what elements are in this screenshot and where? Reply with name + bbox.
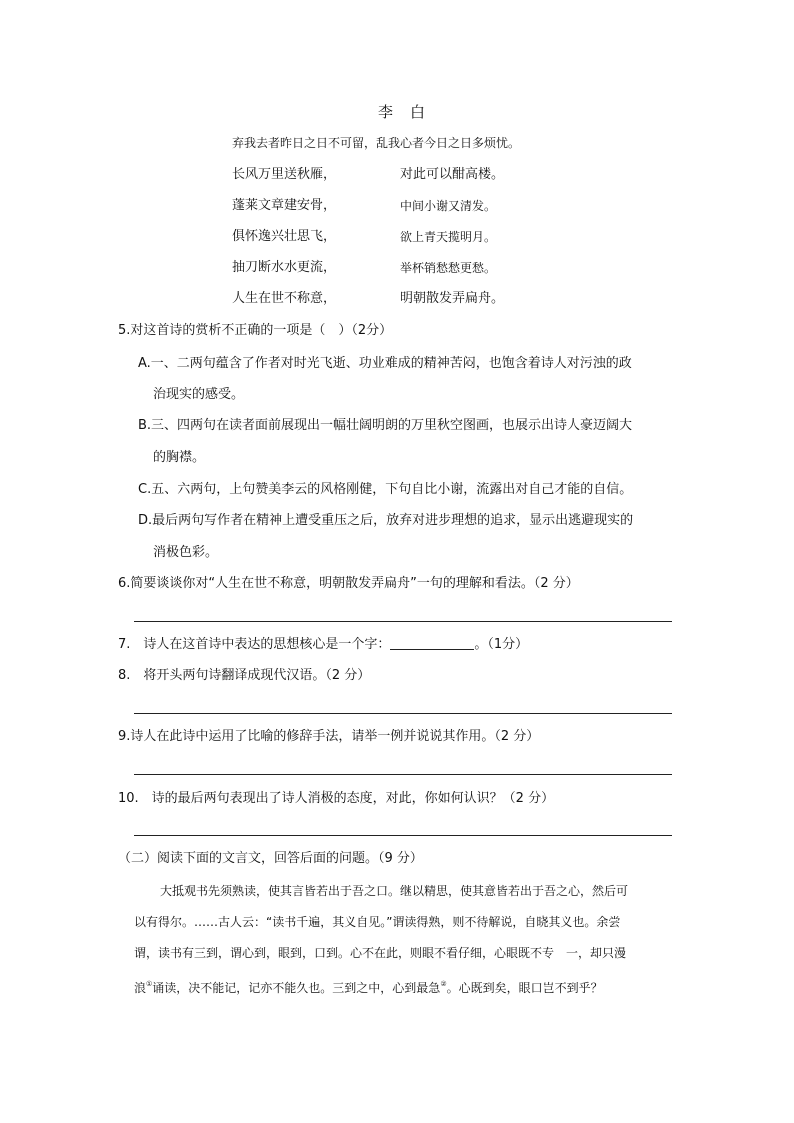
question-7-prefix: 7. 诗人在这首诗中表达的思想核心是一个字： (118, 637, 391, 652)
answer-line-q6[interactable] (134, 621, 672, 622)
passage-line: 以有得尔。……古人云：“读书千遍，其义自见。”谓读得熟，则不待解说，自晓其义也。余尝 (134, 915, 621, 929)
answer-line-q8[interactable] (134, 713, 672, 714)
question-7-suffix: 。（1分） (474, 637, 529, 652)
option-a-line2: 治现实的感受。 (153, 387, 245, 402)
option-d-line2: 消极色彩。 (153, 545, 219, 560)
passage-text: 浪 (134, 981, 147, 995)
answer-blank-q7[interactable] (390, 635, 474, 650)
answer-line-q10[interactable] (134, 835, 672, 836)
poem-line-right: 对此可以酣高楼。 (400, 167, 505, 182)
section-2-heading: （二）阅读下面的文言文，回答后面的问题。（9 分） (118, 851, 423, 866)
question-8: 8. 将开头两句诗翻译成现代汉语。（2 分） (118, 668, 371, 683)
poem-line-left: 抽刀断水水更流， (232, 260, 337, 275)
passage-line: 大抵观书先须熟读，使其言皆若出于吾之口。继以精思，使其意皆若出于吾之心，然后可 (160, 884, 629, 898)
option-b-line1: B.三、四两句在读者面前展现出一幅壮阔明朗的万里秋空图画，也展示出诗人豪迈阔大 (138, 418, 633, 433)
option-b-line2: 的胸襟。 (153, 450, 206, 465)
poem-line-right: 欲上青天揽明月。 (400, 230, 497, 244)
option-d-line1: D.最后两句写作者在精神上遭受重压之后，放弃对进步理想的追求，显示出逃避现实的 (138, 513, 634, 528)
question-9: 9.诗人在此诗中运用了比喻的修辞手法，请举一例并说说其作用。（2 分） (118, 729, 540, 744)
option-a-line1: A.一、二两句蕴含了作者对时光飞逝、功业难成的精神苦闷，也饱含着诗人对污浊的政 (138, 356, 632, 371)
answer-line-q9[interactable] (134, 774, 672, 775)
question-6: 6.简要谈谈你对“人生在世不称意，明朝散发弄扁舟”一句的理解和看法。（2 分） (118, 576, 579, 591)
footnote-marker: ① (146, 980, 153, 988)
passage-line (134, 974, 603, 998)
poem-line-right: 明朝散发弄扁舟。 (400, 291, 505, 306)
passage-line: 谓，读书有三到，谓心到，眼到，口到。心不在此，则眼不看仔细，心眼既不专 一，却只漫 (134, 946, 627, 960)
poem-line-right: 举杯销愁愁更愁。 (400, 261, 497, 275)
poem-line-left: 蓬莱文章建安骨， (232, 198, 337, 213)
question-5-stem: 5.对这首诗的赏析不正确的一项是（ ）（2分） (118, 323, 393, 338)
poem-line-left: 长风万里送秋雁， (232, 167, 337, 182)
poem-author: 李 白 (378, 103, 427, 121)
poem-line-left: 人生在世不称意， (232, 291, 337, 306)
poem-line-left: 俱怀逸兴壮思飞， (232, 229, 337, 244)
question-7 (118, 635, 528, 655)
poem-line-right: 中间小谢又清发。 (400, 199, 497, 213)
passage-text: 诵读，决不能记，记亦不能久也。三到之中，心到最急 (152, 981, 441, 995)
passage-text: 。心既到矣，眼口岂不到乎？ (446, 981, 603, 995)
poem-intro: 弃我去者昨日之日不可留，乱我心者今日之日多烦忧。 (232, 136, 521, 150)
question-10: 10. 诗的最后两句表现出了诗人消极的态度，对此，你如何认识？（2 分） (118, 791, 555, 806)
footnote-marker: ② (440, 980, 447, 988)
option-c-line1: C.五、六两句，上句赞美李云的风格刚健，下句自比小谢，流露出对自己才能的自信。 (138, 482, 633, 497)
